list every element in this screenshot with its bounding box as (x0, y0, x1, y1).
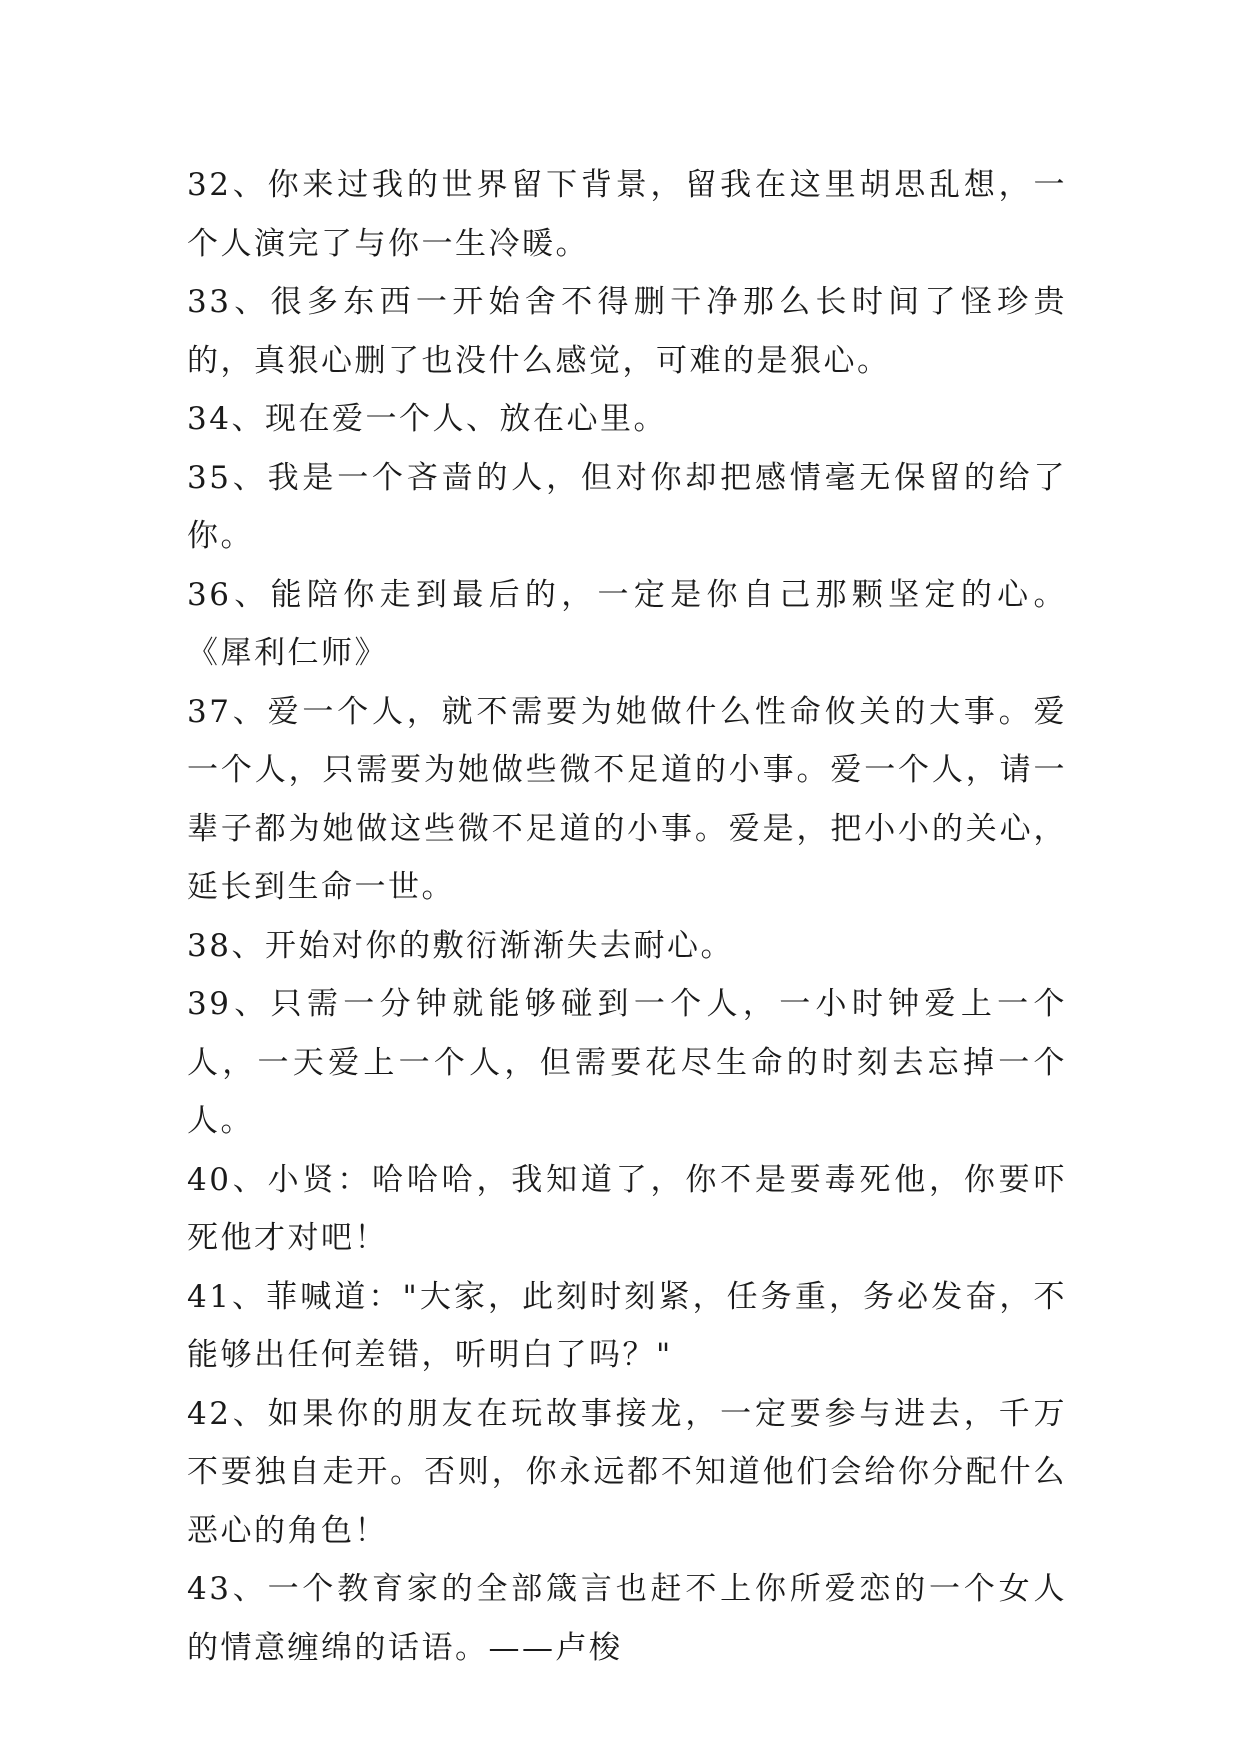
document-page (187, 156, 1067, 1677)
paragraph-32: 32、你来过我的世界留下背景，留我在这里胡思乱想，一个人演完了与你一生冷暖。 (187, 167, 1067, 262)
paragraph-35: 35、我是一个吝啬的人，但对你却把感情毫无保留的给了你。 (187, 459, 1067, 554)
paragraph-41: 41、菲喊道："大家，此刻时刻紧，任务重，务必发奋，不能够出任何差错，听明白了吗？" (187, 1278, 1067, 1373)
paragraph-42: 42、如果你的朋友在玩故事接龙，一定要参与进去，千万不要独自走开。否则，你永远都不知道他们会给你分配什么恶心的角色！ (187, 1395, 1067, 1549)
paragraph-34: 34、现在爱一个人、放在心里。 (187, 401, 667, 437)
paragraph-43: 43、一个教育家的全部箴言也赶不上你所爱恋的一个女人的情意缠绵的话语。——卢梭 (187, 1571, 1067, 1666)
paragraph-40: 40、小贤：哈哈哈，我知道了，你不是要毒死他，你要吓死他才对吧！ (187, 1161, 1067, 1256)
paragraph-39: 39、只需一分钟就能够碰到一个人，一小时钟爱上一个人，一天爱上一个人，但需要花尽生命的时刻去忘掉一个人。 (187, 986, 1067, 1139)
paragraph-37: 37、爱一个人，就不需要为她做什么性命攸关的大事。爱一个人，只需要为她做些微不足道的小事。爱一个人，请一辈子都为她做这些微不足道的小事。爱是，把小小的关心，延长到生命一世。 (187, 693, 1067, 905)
paragraph-36: 36、能陪你走到最后的，一定是你自己那颗坚定的心。 《犀利仁师》 (187, 576, 1067, 671)
paragraph-38: 38、开始对你的敷衍渐渐失去耐心。 (187, 927, 734, 964)
paragraph-33: 33、很多东西一开始舍不得删干净那么长时间了怪珍贵的，真狠心删了也没什么感觉，可难的是狠心。 (187, 284, 1067, 379)
